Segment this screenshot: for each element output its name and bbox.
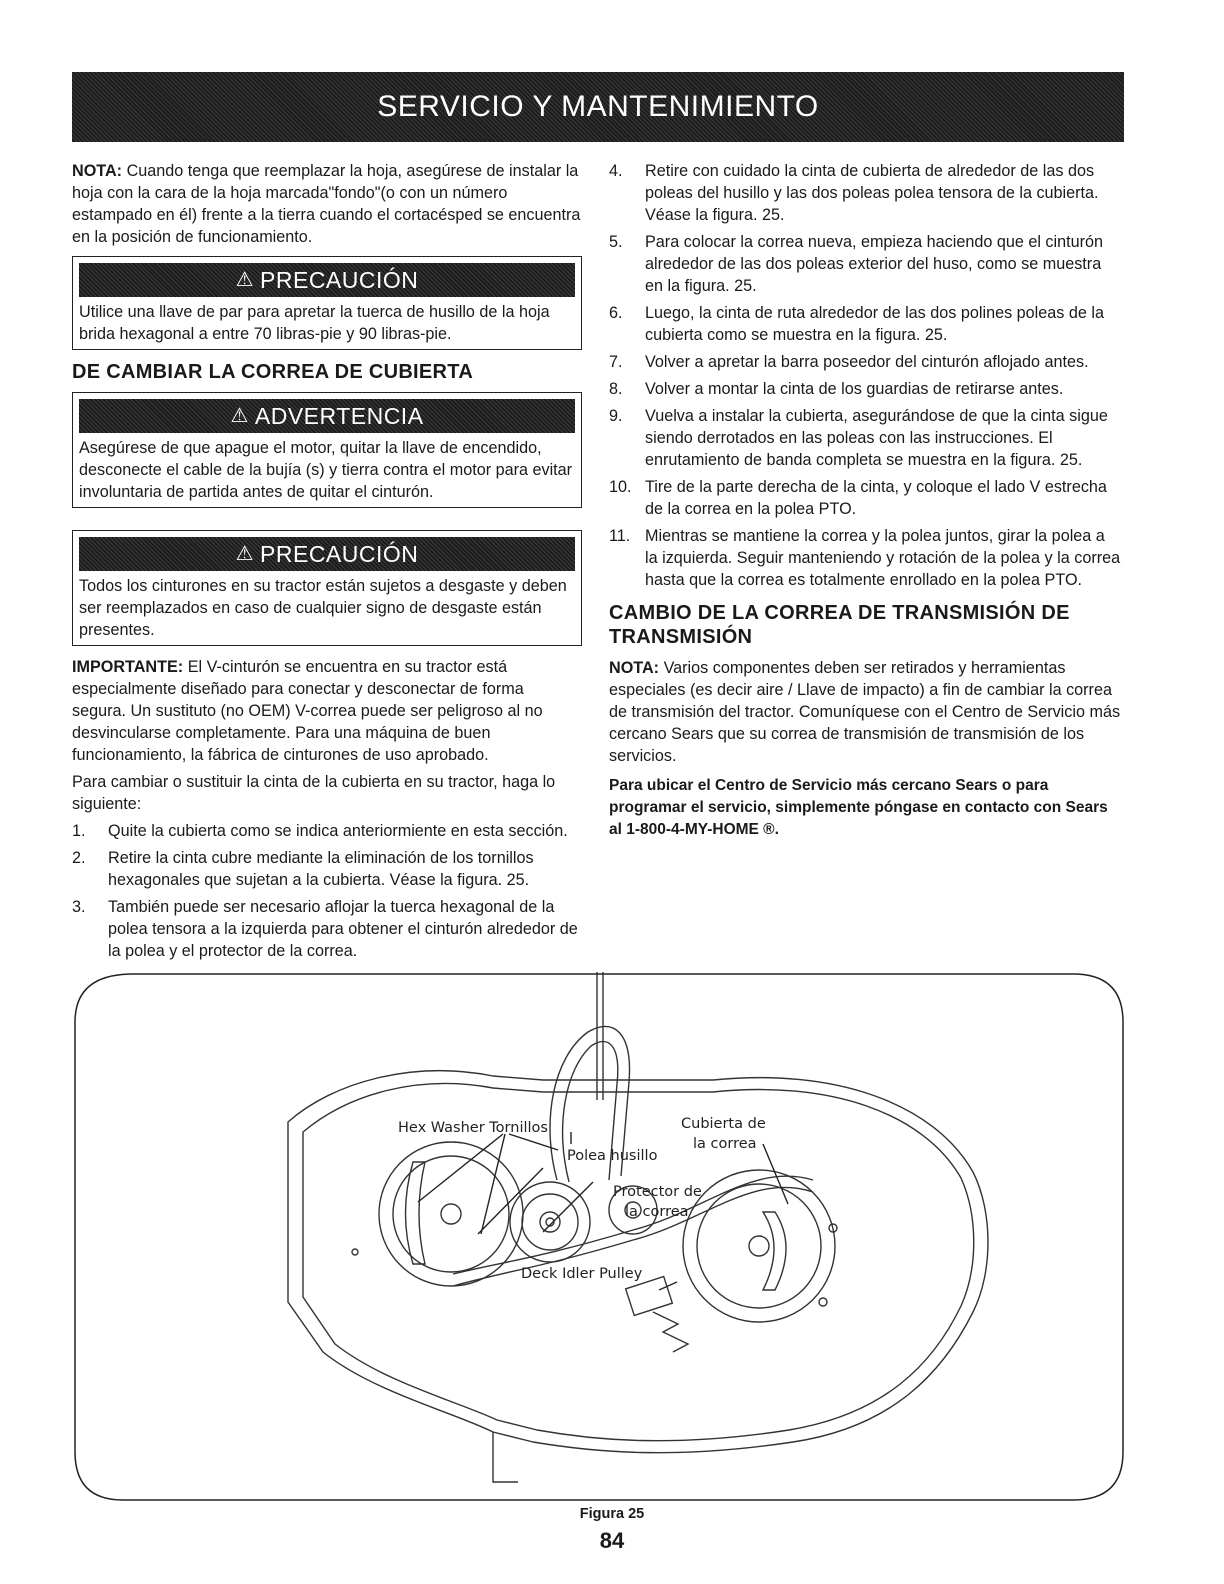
warning-title: ADVERTENCIA: [254, 403, 424, 429]
warning-header: [79, 399, 575, 433]
spindle-pulley-left: [441, 1204, 461, 1224]
figure-frame: [75, 974, 1123, 1500]
intro-paragraph: Para cambiar o sustituir la cinta de la cubierta en su tractor, haga lo siguiente:: [72, 773, 556, 813]
deck-outline: [303, 1084, 974, 1441]
importante-label: IMPORTANTE:: [72, 658, 184, 676]
list-item: 2. Retire la cinta cubre mediante la eliminación de los tornillos hexagonales que sujetan a la cubierta. Véase la figura. 25.: [72, 849, 534, 889]
list-item: 6. Luego, la cinta de ruta alrededor de las dos polines poleas de la cubierta como se muestra en la figura. 25.: [609, 304, 1104, 344]
label-deck-idler-pulley: Deck Idler Pulley: [521, 1266, 643, 1282]
list-item: 4. Retire con cuidado la cinta de cubierta de alrededor de las dos poleas del husillo y las dos poleas polea tensora de la cubierta. Véase la figura. 25.: [609, 162, 1099, 224]
idler-arm: [626, 1277, 673, 1316]
warning-triangle-icon: ⚠: [235, 543, 255, 565]
belt-guard-left: [406, 1162, 426, 1264]
caution-text: Utilice una llave de par para apretar la tuerca de husillo de la hoja brida hexagonal a entre 70 libras-pie y 90 libras-pie.: [79, 303, 550, 343]
spindle-pulley-right: [697, 1184, 821, 1308]
list-item: 10. Tire de la parte derecha de la cinta, y coloque el lado V estrecha de la correa en la polea PTO.: [609, 478, 1107, 518]
label-belt-guard-line2: la correa: [625, 1204, 689, 1220]
label-hex-washer: Hex Washer Tornillos: [398, 1120, 548, 1136]
label-belt-cover-line2: la correa: [693, 1136, 757, 1152]
steps-list-right: [609, 160, 1121, 591]
spring: [653, 1312, 688, 1352]
importante-text: El V-cinturón se encuentra en su tractor está especialmente diseñado para conectar y desconectar de forma segura. Un sustituto (no OEM) V-correa puede ser peligroso al no desvincularse completamente. Para una máquina de buen funcionamiento, la fábrica de cinturones de uso aprobado.: [72, 658, 543, 764]
steps-list-left: [72, 820, 582, 962]
deck-belt-diagram: [73, 972, 1125, 1502]
caution-title: PRECAUCIÓN: [260, 541, 419, 567]
callout-line: [543, 1182, 593, 1232]
nota-paragraph: [609, 657, 1121, 767]
list-item: 7. Volver a apretar la barra poseedor del cinturón aflojado antes.: [609, 353, 1089, 371]
spindle-pulley-right: [749, 1236, 769, 1256]
right-column: [609, 160, 1121, 846]
list-item: 8. Volver a montar la cinta de los guardias de retirarse antes.: [609, 380, 1064, 398]
nota-paragraph: [72, 160, 582, 248]
list-item: 3. También puede ser necesario aflojar la tuerca hexagonal de la polea tensora a la izquierda para obtener el cinturón alrededor de la polea y el protector de la correa.: [72, 898, 578, 960]
contact-callout: Para ubicar el Centro de Servicio más cercano Sears o para programar el servicio, simplemente póngase en contacto con Sears al 1-800-4-MY-HOME ®.: [609, 777, 1108, 838]
deck-bolt: [819, 1298, 827, 1306]
deck-bolt: [352, 1249, 358, 1255]
spindle-pulley-center: [540, 1212, 560, 1232]
label-belt-cover-line1: Cubierta de: [681, 1116, 766, 1132]
spindle-pulley-center: [522, 1194, 578, 1250]
nota-text: Cuando tenga que reemplazar la hoja, asegúrese de instalar la hoja con la cara de la hoja marcada"fondo"(o con un número estampado en él) frente a la tierra cuando el cortacésped se encuentra en la posición de funcionamiento.: [72, 162, 581, 246]
caution-box-torque: [72, 256, 582, 350]
importante-paragraph: [72, 656, 582, 766]
nota-text: Varios componentes deben ser retirados y herramientas especiales (es decir aire / Llave de impacto) a fin de cambiar la correa de transmisión del tractor. Comuníquese con el Centro de Servicio más cercano Sears que su correa de transmisión de transmisión de los servicios.: [609, 659, 1121, 765]
list-item: 9. Vuelva a instalar la cubierta, asegurándose de que la cinta sigue siendo derrotados en las poleas con las instrucciones. El enrutamiento de banda completa se muestra en la figura. 25.: [609, 407, 1108, 469]
nota-label: NOTA:: [72, 162, 123, 180]
section-heading-deck-belt: DE CAMBIAR LA CORREA DE CUBIERTA: [72, 361, 474, 383]
label-spindle-pulley: Polea husillo: [567, 1148, 658, 1164]
caution-header: [79, 263, 575, 297]
section-banner: [72, 72, 1124, 142]
caution-box-belts: [72, 530, 582, 646]
warning-box: [72, 392, 582, 508]
warning-triangle-icon: ⚠: [230, 405, 249, 427]
label-belt-guard-line1: Protector de: [613, 1184, 702, 1200]
list-item: 11. Mientras se mantiene la correa y la polea juntos, girar la polea a la izquierda. Seguir manteniendo y rotación de la polea y la correa hasta que la correa es totalmente enrollado en la polea PTO.: [609, 527, 1121, 589]
belt-guard-right: [763, 1212, 786, 1290]
left-column: [72, 160, 582, 967]
caution-header: [79, 537, 575, 571]
spindle-pulley-left: [379, 1142, 523, 1286]
figure-caption: Figura 25: [579, 1506, 645, 1522]
page-number: 84: [599, 1528, 625, 1553]
spindle-pulley-right: [683, 1170, 835, 1322]
caution-title: PRECAUCIÓN: [260, 267, 419, 293]
list-item: 5. Para colocar la correa nueva, empieza haciendo que el cinturón alrededor de las dos poleas exterior del huso, como se muestra en la figura. 25.: [609, 233, 1104, 295]
warning-text: Asegúrese de que apague el motor, quitar la llave de encendido, desconecte el cable de la bujía (s) y tierra contra el motor para evitar involuntaria de partida antes de quitar el cinturón.: [79, 439, 573, 501]
nota-label: NOTA:: [609, 659, 660, 677]
caution-text: Todos los cinturones en su tractor están sujetos a desgaste y deben ser reemplazados en caso de cualquier signo de desgaste están presentes.: [79, 577, 567, 639]
page-title: SERVICIO Y MANTENIMIENTO: [377, 90, 819, 123]
warning-triangle-icon: ⚠: [235, 269, 255, 291]
section-heading-transmission-belt: CAMBIO DE LA CORREA DE TRANSMISIÓN DE TRANSMISIÓN: [609, 602, 1070, 648]
deck-bracket: [493, 1432, 518, 1482]
list-item: 1. Quite la cubierta como se indica anteriormiente en esta sección.: [72, 822, 568, 840]
